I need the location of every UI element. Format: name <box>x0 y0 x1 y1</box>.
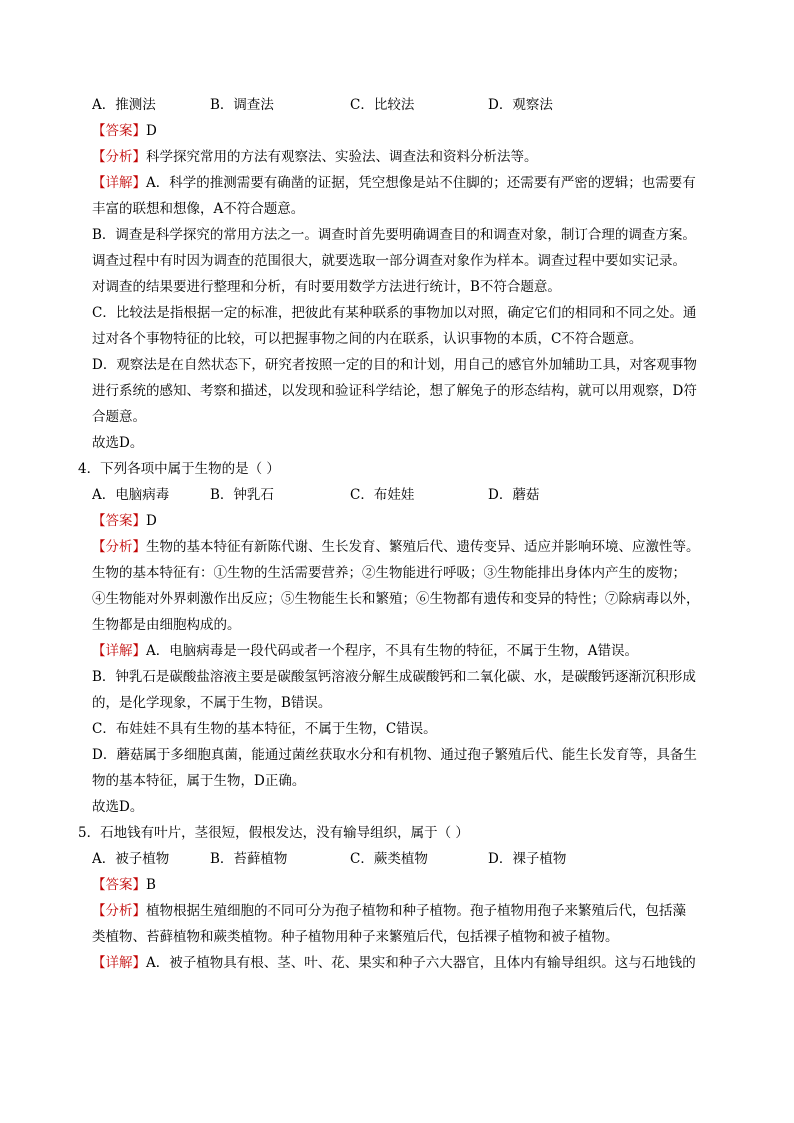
answer-tag: 【答案】 <box>92 513 146 529</box>
q4-option-a: A．电脑病毒 <box>92 487 170 503</box>
analysis-text: 科学探究常用的方法有观察法、实验法、调查法和资料分析法等。 <box>146 149 538 165</box>
q4-detail-line: C．布娃娃不具有生物的基本特征，不属于生物，C错误。 <box>92 721 437 737</box>
detail-tag: 【详解】 <box>92 175 146 191</box>
q4-detail-line: 物的基本特征，属于生物，D正确。 <box>92 773 306 789</box>
q4-conclusion: 故选D。 <box>92 799 144 815</box>
q4-detail-line: B．钟乳石是碳酸盐溶液主要是碳酸氢钙溶液分解生成碳酸钙和二氧化碳、水，是碳酸钙逐渐沉积形成 <box>92 669 696 685</box>
detail-tag: 【详解】 <box>92 643 146 659</box>
q4-options <box>92 482 732 508</box>
q5-answer <box>92 872 732 898</box>
q4-analysis-line: 生物的基本特征有：①生物的生活需要营养；②生物能进行呼吸；③生物能排出身体内产生的废物； <box>92 565 686 581</box>
analysis-tag: 【分析】 <box>92 539 146 555</box>
q4-analysis-line: 生物都是由细胞构成的。 <box>92 617 241 633</box>
question-content <box>78 92 732 976</box>
q5-option-a: A．被子植物 <box>92 851 170 867</box>
q4-detail-line: D．蘑菇属于多细胞真菌，能通过菌丝获取水分和有机物、通过孢子繁殖后代、能生长发育等，具备生 <box>92 747 697 763</box>
q4-option-d: D．蘑菇 <box>488 487 540 503</box>
detail-text: A．科学的推测需要有确凿的证据，凭空想像是站不住脚的；还需要有严密的逻辑；也需要有 <box>146 175 696 191</box>
answer-value: D <box>146 513 157 529</box>
q3-detail-line: 调查过程中有时因为调查的范围很大，就要选取一部分调查对象作为样本。调查过程中要如实记录。 <box>92 253 686 269</box>
detail-text: A．被子植物具有根、茎、叶、花、果实和种子六大器官，且体内有输导组织。这与石地钱的 <box>146 955 696 971</box>
answer-value: B <box>146 877 156 893</box>
q3-option-a: A．推测法 <box>92 97 156 113</box>
q5-analysis-line: 类植物、苔藓植物和蕨类植物。种子植物用种子来繁殖后代，包括裸子植物和被子植物。 <box>92 929 619 945</box>
q4-answer <box>92 508 732 534</box>
analysis-text: 植物根据生殖细胞的不同可分为孢子植物和种子植物。孢子植物用孢子来繁殖后代，包括藻 <box>146 903 686 919</box>
q3-detail-line: 丰富的联想和想像，A不符合题意。 <box>92 201 305 217</box>
answer-value: D <box>146 123 157 139</box>
q3-detail-line: C．比较法是指根据一定的标准，把彼此有某种联系的事物加以对照，确定它们的相同和不同之处。通 <box>92 305 697 321</box>
q4-stem: 4．下列各项中属于生物的是（ ） <box>78 461 280 477</box>
q4-analysis-line: ④生物能对外界刺激作出反应；⑤生物能生长和繁殖；⑥生物都有遗传和变异的特性；⑦除病毒以外， <box>92 591 700 607</box>
q3-option-d: D．观察法 <box>488 97 553 113</box>
q4-analysis <box>92 534 732 560</box>
q3-conclusion: 故选D。 <box>92 435 144 451</box>
q3-detail-line: 合题意。 <box>92 409 146 425</box>
q3-detail-line: D．观察法是在自然状态下，研究者按照一定的目的和计划，用自己的感官外加辅助工具，对客观事物 <box>92 357 697 373</box>
q4-detail-line: 的，是化学现象，不属于生物，B错误。 <box>92 695 332 711</box>
q5-option-d: D．裸子植物 <box>488 851 567 867</box>
q4-option-c: C．布娃娃 <box>350 487 415 503</box>
q3-detail-line: 过对各个事物特征的比较，可以把握事物之间的内在联系，认识事物的本质，C不符合题意。 <box>92 331 643 347</box>
q5-stem: 5．石地钱有叶片，茎很短，假根发达，没有输导组织，属于（ ） <box>78 825 469 841</box>
detail-text: A．电脑病毒是一段代码或者一个程序，不具有生物的特征，不属于生物，A错误。 <box>146 643 638 659</box>
q5-analysis <box>92 898 732 924</box>
analysis-tag: 【分析】 <box>92 149 146 165</box>
q3-answer <box>92 118 732 144</box>
q5-option-c: C．蕨类植物 <box>350 851 428 867</box>
q4-detail <box>92 638 732 664</box>
analysis-tag: 【分析】 <box>92 903 146 919</box>
q5-detail <box>92 950 732 976</box>
answer-tag: 【答案】 <box>92 877 146 893</box>
answer-tag: 【答案】 <box>92 123 146 139</box>
q3-options <box>92 92 732 118</box>
q3-analysis <box>92 144 732 170</box>
analysis-text: 生物的基本特征有新陈代谢、生长发育、繁殖后代、遗传变异、适应并影响环境、应激性等。 <box>146 539 700 555</box>
detail-tag: 【详解】 <box>92 955 146 971</box>
q3-option-b: B．调查法 <box>210 97 274 113</box>
q3-detail <box>92 170 732 196</box>
q3-detail-line: 进行系统的感知、考察和描述，以发现和验证科学结论，想了解兔子的形态结构，就可以用观察，D符 <box>92 383 697 399</box>
q3-detail-line: 对调查的结果要进行整理和分析，有时要用数学方法进行统计，B不符合题意。 <box>92 279 561 295</box>
q5-options <box>92 846 732 872</box>
q5-option-b: B．苔藓植物 <box>210 851 288 867</box>
q3-detail-line: B．调查是科学探究的常用方法之一。调查时首先要明确调查目的和调查对象，制订合理的调查方案。 <box>92 227 696 243</box>
q4-option-b: B．钟乳石 <box>210 487 274 503</box>
q3-option-c: C．比较法 <box>350 97 415 113</box>
